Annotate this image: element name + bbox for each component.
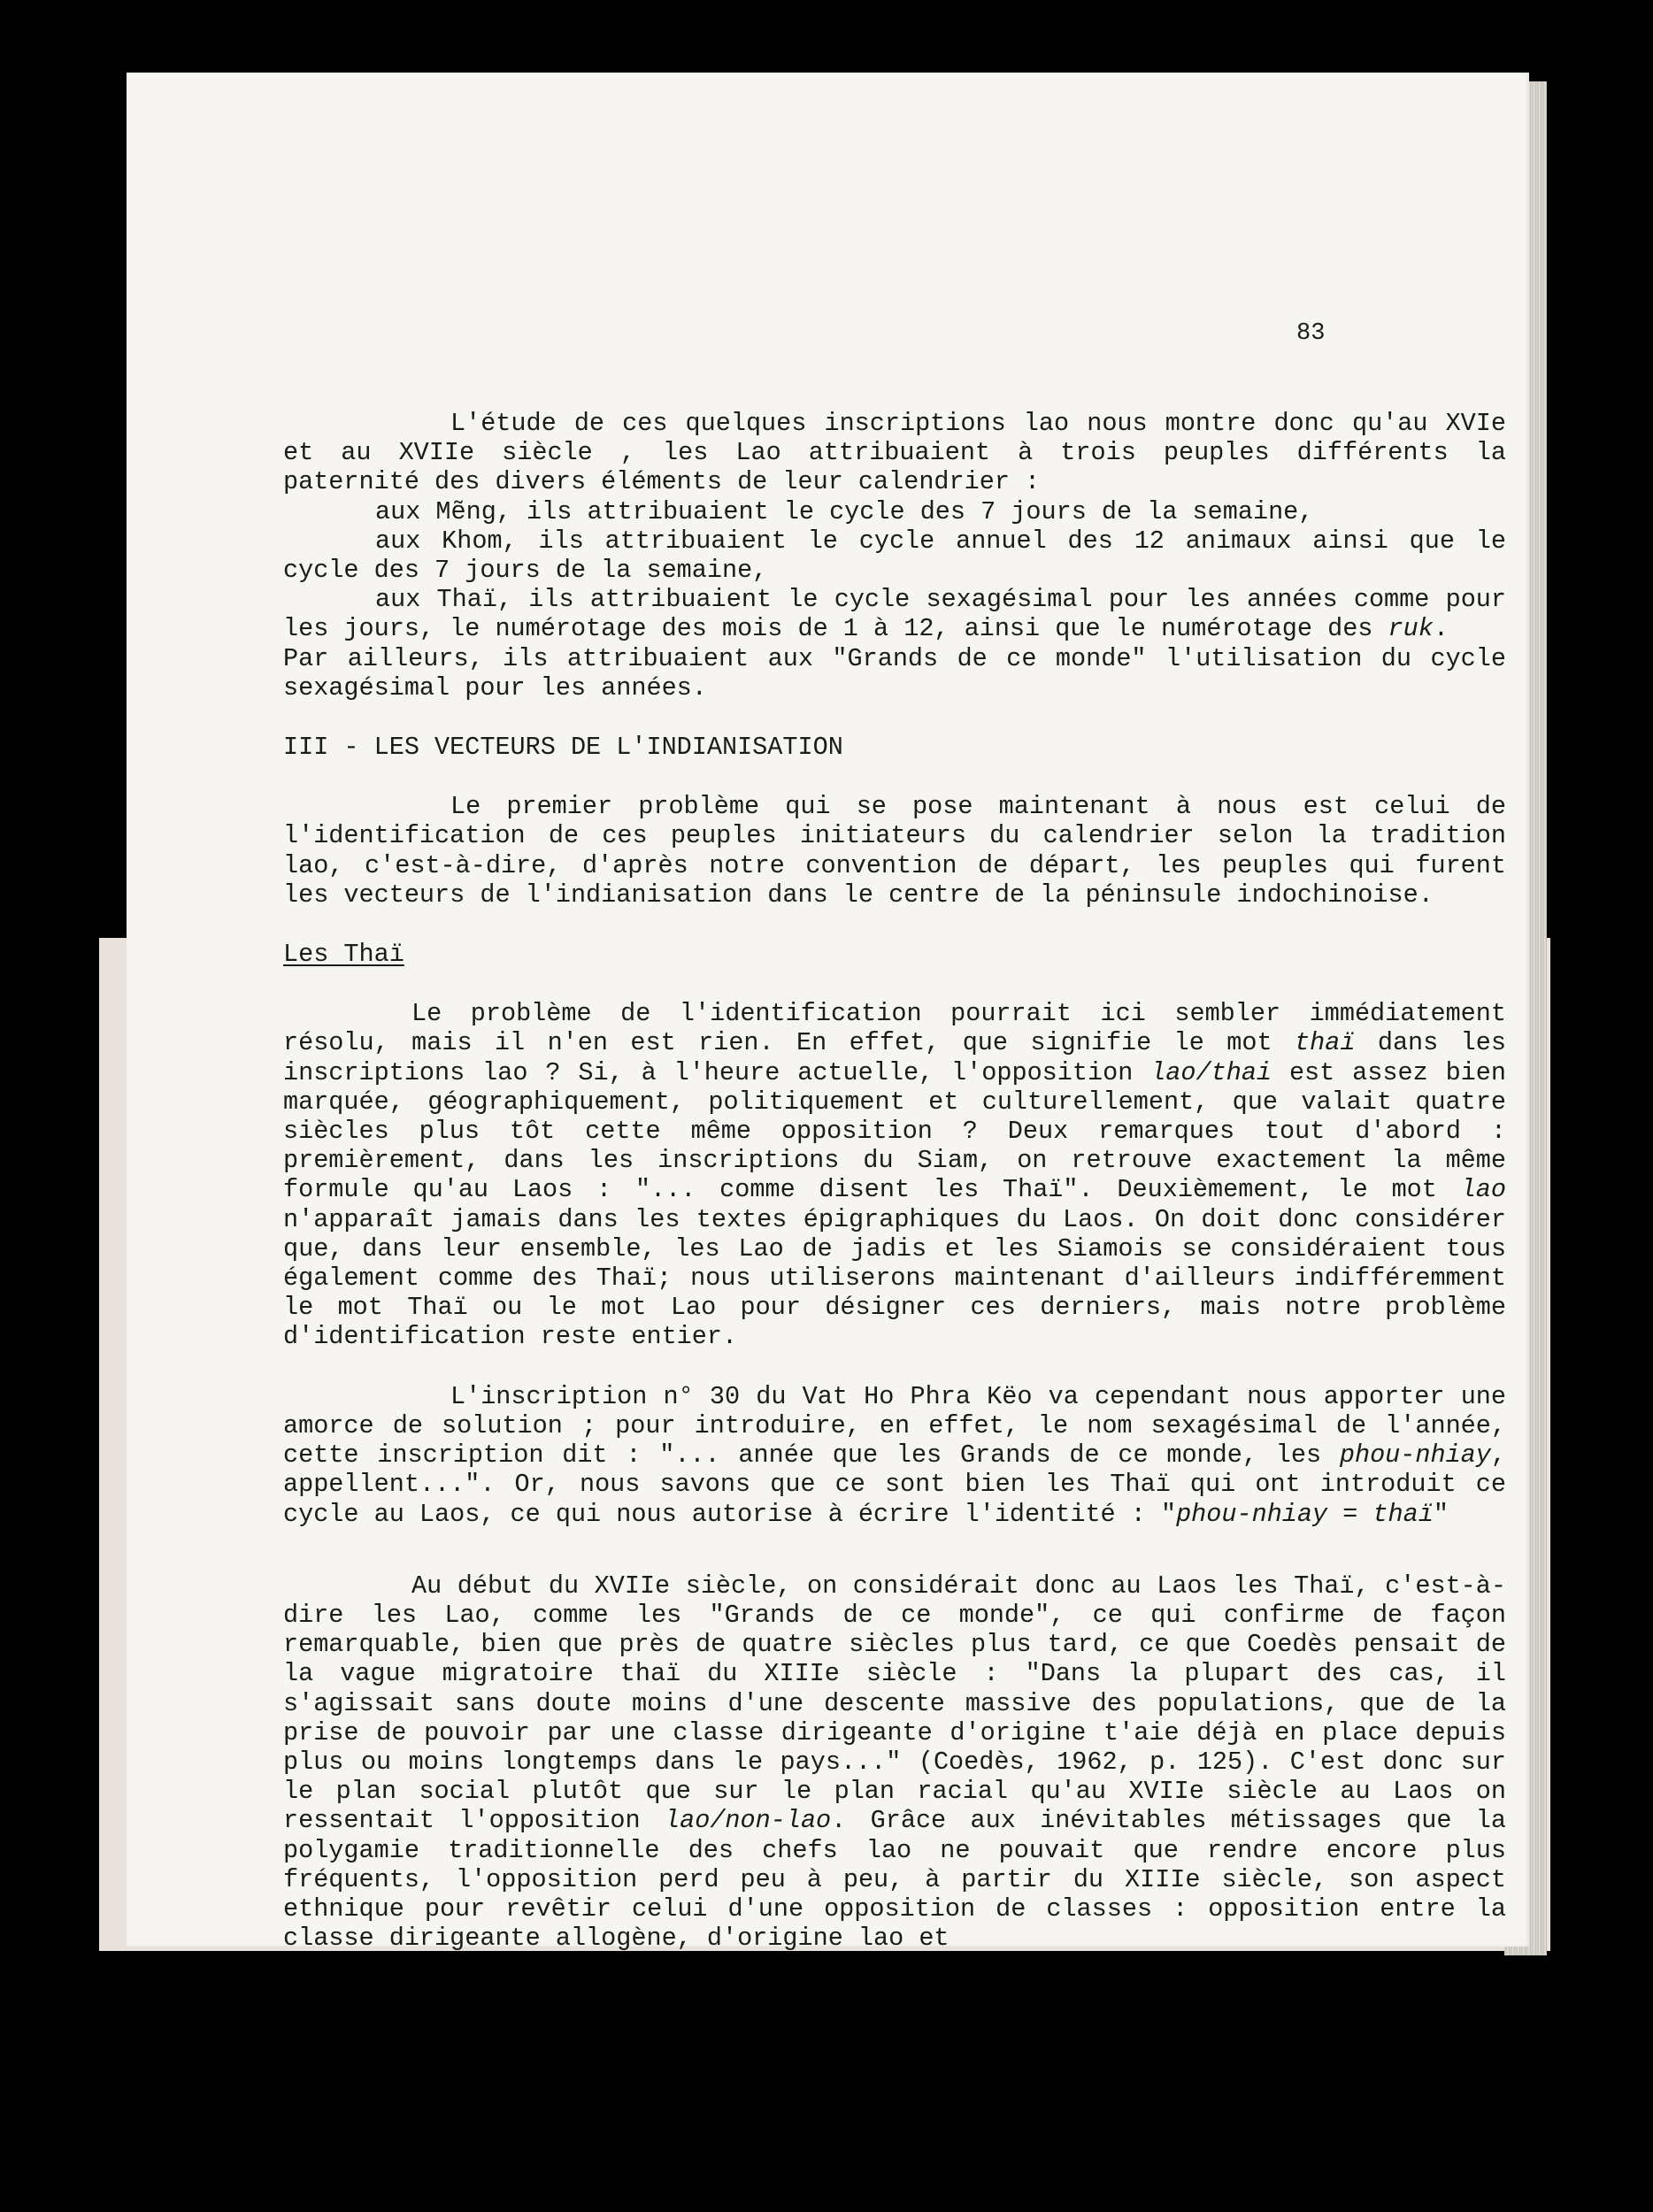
identity-formula: phou-nhiay = thaï (1176, 1499, 1434, 1529)
list-item-thai-text: aux Thaï, ils attribuaient le cycle sexagésimal pour les années comme pour les jours, le numérotage des mois de 1 à 12, ainsi que le numérotage des (283, 585, 1506, 644)
paragraph-xviie (283, 1571, 1506, 1954)
subheading-text: Les Thaï (283, 940, 404, 970)
term-lao: lao (1460, 1175, 1506, 1205)
page-number: 83 (1296, 320, 1326, 347)
term-ruk: ruk (1388, 614, 1434, 644)
subheading-les-thai (283, 940, 1506, 969)
section-heading: III - LES VECTEURS DE L'INDIANISATION (283, 733, 843, 763)
list-item-khom: aux Khom, ils attribuaient le cycle annuel des 12 animaux ainsi que le cycle des 7 jours de la semaine, (283, 526, 1506, 586)
text-run: , appellent...". Or, nous savons que ce sont bien les Thaï qui ont introduit ce cycle au Laos, ce qui nous autorise à écrire l'identité : " (283, 1440, 1506, 1529)
paragraph-closing: Par ailleurs, ils attribuaient aux "Grands de ce monde" l'utilisation du cycle sexagésimal pour les années. (283, 643, 1506, 703)
text-run: n'apparaît jamais dans les textes épigraphiques du Laos. On doit donc considérer que, dans leur ensemble, les Lao de jadis et les Siamois se considéraient tous également comme des Thaï; nous utiliserons maintenant d'ailleurs indifféremment le mot Thaï ou le mot Lao pour désigner ces derniers, mais notre problème d'identification reste entier. (283, 1204, 1506, 1352)
term-lao-non-lao: lao/non-lao (665, 1806, 832, 1836)
text-run: L'inscription n° 30 du Vat Ho Phra Këo va cependant nous apporter une amorce de solution ; pour introduire, en effet, le nom sexagésimal de l'année, cette inscription dit : "... année que les Grands de ce monde, les (283, 1381, 1506, 1471)
term-thai: thaï (1295, 1028, 1356, 1058)
term-phou-nhiay: phou-nhiay (1339, 1440, 1491, 1471)
text-run: Le problème de l'identification pourrait ici sembler immédiatement résolu, mais il n'en est rien. En effet, que signifie le mot (283, 999, 1506, 1058)
list-item-thai (283, 585, 1506, 643)
text-run: est assez bien marquée, géographiquement, politiquement et culturellement, que valait quatre siècles plus tôt cette même opposition ? Deux remarques tout d'abord : premièrement, dans les inscriptions du Siam, on retrouve exactement la même formule qu'au Laos : "... comme disent les Thaï". Deuxièmement, le mot (283, 1057, 1506, 1205)
paragraph-intro: L'étude de ces quelques inscriptions lao nous montre donc qu'au XVIe et au XVIIe siècle , les Lao attribuaient à trois peuples différents la paternité des divers éléments de leur calendrier : (283, 409, 1506, 497)
list-item-thai-end: . (1433, 614, 1449, 644)
text-run: . Grâce aux inévitables métissages que la polygamie traditionnelle des chefs lao ne pouvait que rendre encore plus fréquents, l'opposition perd peu à peu, à partir du XIIIe siècle, son aspect ethnique pour revêtir celui d'une opposition de classes : opposition entre la classe dirigeante allogène, d'origine lao et (283, 1806, 1506, 1954)
text-run: dans les inscriptions lao ? Si, à l'heure actuelle, l'opposition (283, 1028, 1506, 1087)
page-body (283, 409, 1506, 1953)
text-run: " (1433, 1499, 1449, 1529)
paragraph-identification (283, 999, 1506, 1351)
paragraph-inscription (283, 1382, 1506, 1529)
book-page (127, 73, 1529, 1954)
list-item-meng: aux Mẽng, ils attribuaient le cycle des 7 jours de la semaine, (375, 496, 1314, 526)
paragraph-problem: Le premier problème qui se pose maintenant à nous est celui de l'identification de ces peuples initiateurs du calendrier selon la tradition lao, c'est-à-dire, d'après notre convention de départ, les peuples qui furent les vecteurs de l'indianisation dans le centre de la péninsule indochinoise. (283, 792, 1506, 910)
text-run: Au début du XVIIe siècle, on considérait donc au Laos les Thaï, c'est-à-dire les Lao, comme les "Grands de ce monde", ce qui confirme de façon remarquable, bien que près de quatre siècles plus tard, ce que Coedès pensait de la vague migratoire thaï du XIIIe siècle : "Dans la plupart des cas, il s'agissait sans doute moins d'une descente massive des populations, que de la prise de pouvoir par une classe dirigeante d'origine t'aie déjà en place depuis plus ou moins longtemps dans le pays..." (Coedès, 1962, p. 125). C'est donc sur le plan social plutôt que sur le plan racial qu'au XVIIe siècle au Laos on ressentait l'opposition (283, 1571, 1506, 1836)
term-lao-thai: lao/thai (1150, 1057, 1272, 1087)
